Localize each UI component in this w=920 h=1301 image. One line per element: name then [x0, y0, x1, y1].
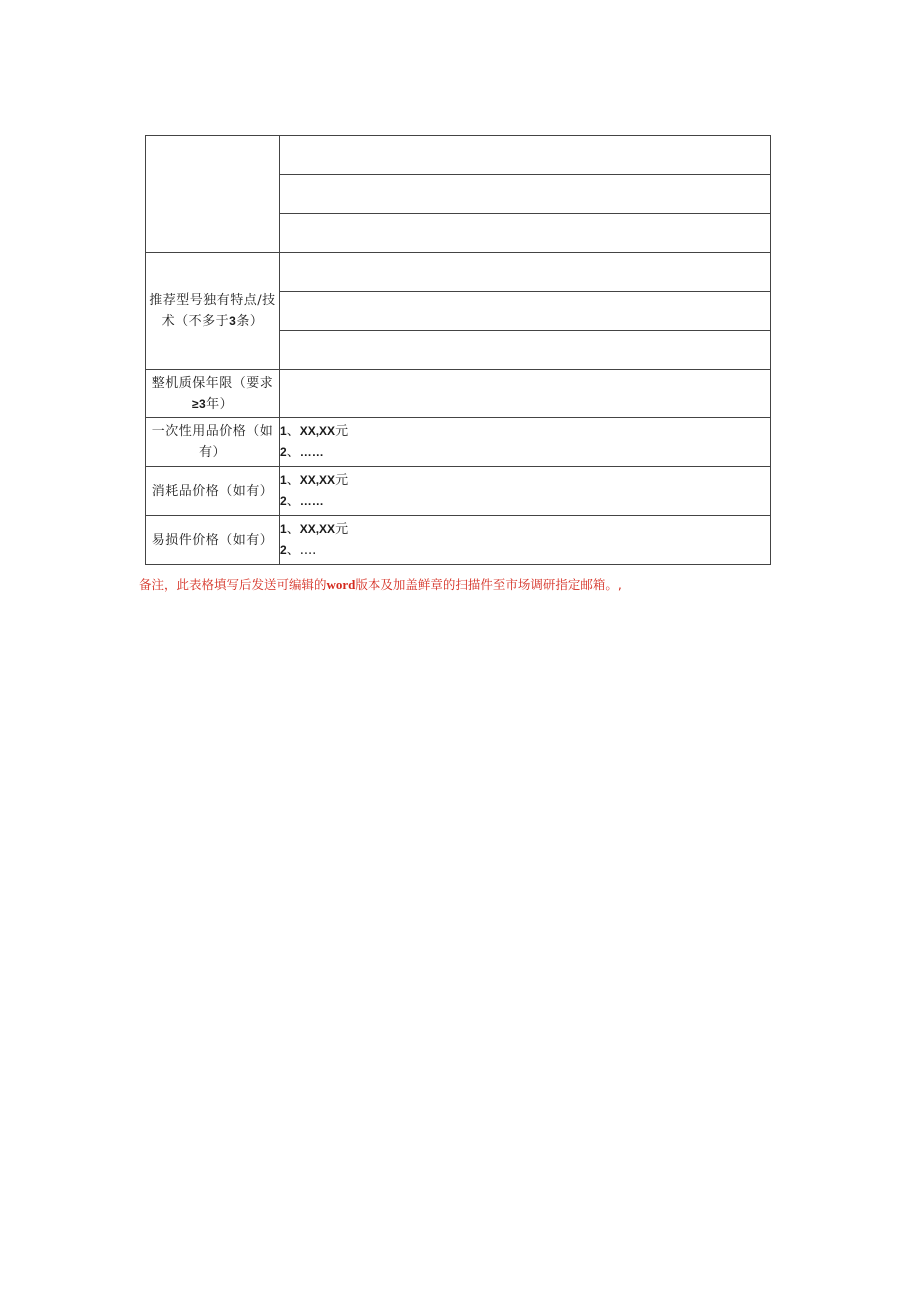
item-number: 1	[280, 473, 287, 487]
disposable-label-line1: 一次性用品价格（如	[151, 424, 274, 439]
remark-text-post: 版本及加盖鲜章的扫描件至市场调研指定邮箱。,	[355, 577, 622, 592]
consumable-price-label: 消耗品价格（如有）	[146, 467, 280, 516]
price-value: XX,XX	[299, 473, 336, 487]
table-row	[146, 370, 771, 418]
item-number: 1	[280, 424, 287, 438]
price-unit: 元	[335, 473, 349, 488]
row-label-empty	[146, 136, 280, 253]
price-line-2	[280, 442, 770, 463]
features-label-line1: 推荐型号独有特点/技	[149, 293, 276, 308]
remark-text-pre: 备注，此表格填写后发送可编辑的	[139, 577, 327, 592]
feature-cell-1[interactable]	[280, 253, 771, 292]
blank-cell[interactable]	[280, 136, 771, 175]
features-label-line2-post: 条）	[236, 314, 264, 329]
item-separator: 、	[286, 445, 300, 460]
blank-cell[interactable]	[280, 214, 771, 253]
item-number: 1	[280, 522, 287, 536]
features-label-number: 3	[229, 314, 237, 328]
price-unit: 元	[335, 424, 349, 439]
warranty-label-line1: 整机质保年限（要求	[151, 375, 274, 391]
item-separator: 、	[286, 494, 300, 509]
table-row	[146, 516, 771, 565]
item-separator: 、	[286, 543, 300, 558]
warranty-label	[146, 370, 280, 418]
price-value: XX,XX	[299, 522, 336, 536]
ellipsis: ……	[299, 445, 324, 459]
feature-cell-2[interactable]	[280, 292, 771, 331]
product-info-table	[145, 135, 771, 565]
warranty-value-cell[interactable]	[280, 370, 771, 418]
disposable-label-line2: 有）	[198, 445, 226, 460]
table-row	[146, 418, 771, 467]
price-value: XX,XX	[299, 424, 336, 438]
price-line-2	[280, 491, 770, 512]
disposable-price-cell[interactable]	[280, 418, 771, 467]
item-number: 2	[280, 445, 287, 459]
price-line-1	[280, 519, 770, 540]
wearpart-price-label: 易损件价格（如有）	[146, 516, 280, 565]
table-row	[146, 253, 771, 292]
features-label-line2-pre: 术（不多于	[161, 314, 230, 329]
price-line-2	[280, 540, 770, 561]
warranty-label-number: ≥3	[191, 396, 207, 411]
table-row	[146, 136, 771, 175]
item-number: 2	[280, 494, 287, 508]
remark-note	[139, 576, 622, 594]
wearpart-price-cell[interactable]	[280, 516, 771, 565]
item-separator: 、	[286, 522, 300, 537]
warranty-label-line2-post: 年）	[206, 396, 234, 412]
disposable-price-label	[146, 418, 280, 467]
price-line-1	[280, 421, 770, 442]
feature-cell-3[interactable]	[280, 331, 771, 370]
item-separator: 、	[286, 424, 300, 439]
price-line-1	[280, 470, 770, 491]
ellipsis: ....	[299, 543, 317, 558]
blank-cell[interactable]	[280, 175, 771, 214]
features-label	[146, 253, 280, 370]
item-number: 2	[280, 543, 287, 557]
table-row	[146, 467, 771, 516]
ellipsis: ……	[299, 494, 324, 508]
remark-word: word	[326, 577, 356, 592]
item-separator: 、	[286, 473, 300, 488]
consumable-price-cell[interactable]	[280, 467, 771, 516]
price-unit: 元	[335, 522, 349, 537]
